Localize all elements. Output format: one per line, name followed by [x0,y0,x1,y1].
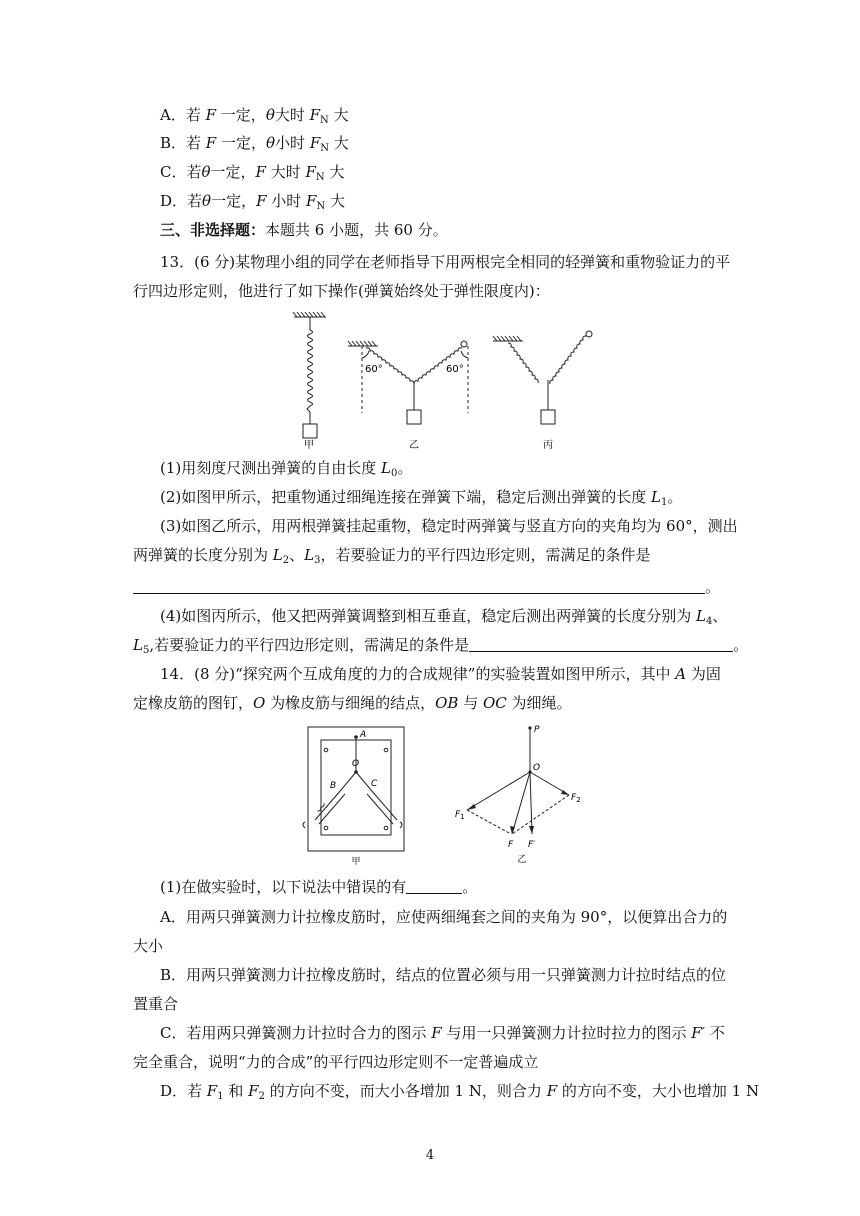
q14-part1 [160,877,477,897]
subscript: N [316,201,326,212]
option-d [160,191,345,211]
text: 与 [458,694,483,712]
text: 两弹簧的长度分别为 [133,546,273,564]
var: OC [482,694,507,712]
q14-option-a-line2: 大小 [133,937,164,955]
label-A: A [360,730,367,740]
q13-step4-line1 [160,606,727,626]
fig-label-jia: 甲 [304,440,314,450]
var: L [272,546,283,564]
text: 的方向不变，而大小各增加 1 N，则合力 [264,1082,547,1100]
text: (1)在做实验时，以下说法中错误的有 [160,878,407,896]
var: θ [265,106,275,124]
label-F: F [508,840,514,850]
var: L [133,636,143,654]
text: D．若 [160,1082,207,1100]
label-F1: $F_1$ [455,810,465,821]
var: O [253,694,266,712]
subscript: N [320,115,329,126]
var: θ [202,192,212,210]
var: F [306,192,317,210]
option-a [160,105,349,125]
subscript: 4 [706,616,713,627]
var: F′ [691,1024,706,1042]
text: 为固 [686,665,721,683]
q14-option-c-line2: 完全重合，说明“力的合成”的平行四边形定则不一定普遍成立 [133,1053,539,1071]
var: F [309,106,321,124]
text: 一定， [216,134,266,152]
text: 一定， [216,106,266,124]
text: 一定， [211,192,257,210]
text: B．若 [160,134,206,152]
option-b [160,133,349,153]
var: F [431,1024,442,1042]
text: A．若 [160,106,206,124]
angle-label-left: 60° [365,364,383,375]
q13-step1 [160,458,412,478]
text: 为细绳。 [506,694,572,712]
q14-option-c-line1 [160,1023,725,1043]
force-experiment-figure [290,722,600,868]
label-B: B [330,781,337,791]
text: 大 [325,192,345,210]
q13-step2 [160,487,682,507]
var: θ [201,163,211,181]
text: 、 [712,607,728,625]
text: C．若用两只弹簧测力计拉时合力的图示 [160,1024,432,1042]
var: F [305,163,316,181]
text: 大 [328,134,349,152]
var: L [696,607,706,625]
var: OB [435,694,459,712]
text: 14．(8 分)“探究两个互成角度的力的合成规律”的实验装置如图甲所示，其中 [160,665,676,683]
text: 小时 [275,134,310,152]
section-desc: 本题共 6 小题，共 60 分。 [265,221,448,239]
text: 。 [667,488,683,506]
var: θ [266,134,276,152]
text: 大时 [265,163,306,181]
label-O: O [352,759,360,769]
text: ，若要验证力的平行四边形定则，需满足的条件是 [320,546,651,564]
var: F [205,134,217,152]
subscript: 0 [391,468,398,479]
q14-line1 [160,664,721,684]
text: 。 [462,878,478,896]
text: 为橡皮筋与细绳的结点， [265,694,436,712]
text: (4)如图丙所示，他又把两弹簧调整到相互垂直，稳定后测出两弹簧的长度分别为 [160,607,697,625]
subscript: 1 [661,497,668,508]
text: C．若 [160,163,202,181]
subscript: 2 [282,555,290,566]
q13-step3-line2 [133,545,651,565]
subscript: 5 [142,645,150,656]
text: 与用一只弹簧测力计拉时拉力的图示 [441,1024,692,1042]
q14-option-d [160,1081,759,1101]
label-F2: $F_2$ [571,793,581,804]
q13-line2: 行四边形定则，他进行了如下操作(弹簧始终处于弹性限度内)： [133,282,550,300]
var: L [381,459,391,477]
fig-label-yi: 乙 [409,440,419,450]
text: (1)用刻度尺测出弹簧的自由长度 [160,459,382,477]
fig-label-yi: 乙 [517,855,527,865]
q14-option-b-line1: B．用两只弹簧测力计拉橡皮筋时，结点的位置必须与用一只弹簧测力计拉时结点的位 [160,966,727,984]
answer-blank[interactable] [133,593,705,594]
figure-yi [348,341,468,424]
section-heading [160,220,448,240]
q14-line2 [133,693,572,713]
subscript: 1 [217,1091,224,1102]
label-C: C [371,779,378,789]
var: F [309,134,321,152]
text: 不 [705,1024,725,1042]
fig-label-jia: 甲 [351,857,361,867]
text: 大 [328,106,349,124]
text: 。 [733,636,749,654]
var: F [205,106,217,124]
option-c [160,162,344,182]
text: 。 [397,459,413,477]
q13-step3-answer [133,577,720,597]
var: F [546,1082,558,1100]
text: 和 [223,1082,249,1100]
page-number: 4 [425,1148,435,1163]
var: L [304,546,315,564]
var: A [675,665,687,683]
text: 定橡皮筋的图钉， [133,694,254,712]
var: F [206,1082,218,1100]
text: (2)如图甲所示，把重物通过细绳连接在弹簧下端，稳定后测出弹簧的长度 [160,488,652,506]
text: 、 [289,546,305,564]
subscript: N [315,172,325,183]
fig-label-bing: 丙 [543,440,553,450]
label-P: P [534,725,540,735]
var: F [248,1082,259,1100]
var: L [651,488,661,506]
label-O2: O [533,763,541,773]
text: 一定， [210,163,256,181]
figure-bing [493,331,592,424]
q13-step4-line2 [133,635,748,655]
spring-figure [280,308,610,450]
q14-option-b-line2: 置重合 [133,995,179,1013]
text: ,若要验证力的平行四边形定则，需满足的条件是 [149,636,470,654]
text: 。 [705,578,721,596]
q13-step3-line1: (3)如图乙所示，用两根弹簧挂起重物，稳定时两弹簧与竖直方向的夹角均为 60°，测出 [160,517,738,535]
subscript: 2 [258,1091,265,1102]
answer-blank[interactable] [469,651,733,652]
figure-jia [293,312,326,438]
text: D．若 [160,192,203,210]
text: 的方向不变，大小也增加 1 N [557,1082,760,1100]
angle-label-right: 60° [446,364,464,375]
subscript: N [320,143,329,154]
var: F [256,192,267,210]
text: 小时 [266,192,307,210]
label-Fprime: F′ [528,840,536,850]
section-title: 三、非选择题： [160,221,266,239]
var: F [255,163,266,181]
q13-line1: 13．(6 分)某物理小组的同学在老师指导下用两根完全相同的轻弹簧和重物验证力的平 [160,253,731,271]
q14-option-a-line1: A．用两只弹簧测力计拉橡皮筋时，应使两细绳套之间的夹角为 90°，以便算出合力的 [160,908,728,926]
text: 大时 [274,106,310,124]
text: 大 [324,163,345,181]
answer-blank[interactable] [406,893,462,894]
subscript: 3 [314,555,321,566]
